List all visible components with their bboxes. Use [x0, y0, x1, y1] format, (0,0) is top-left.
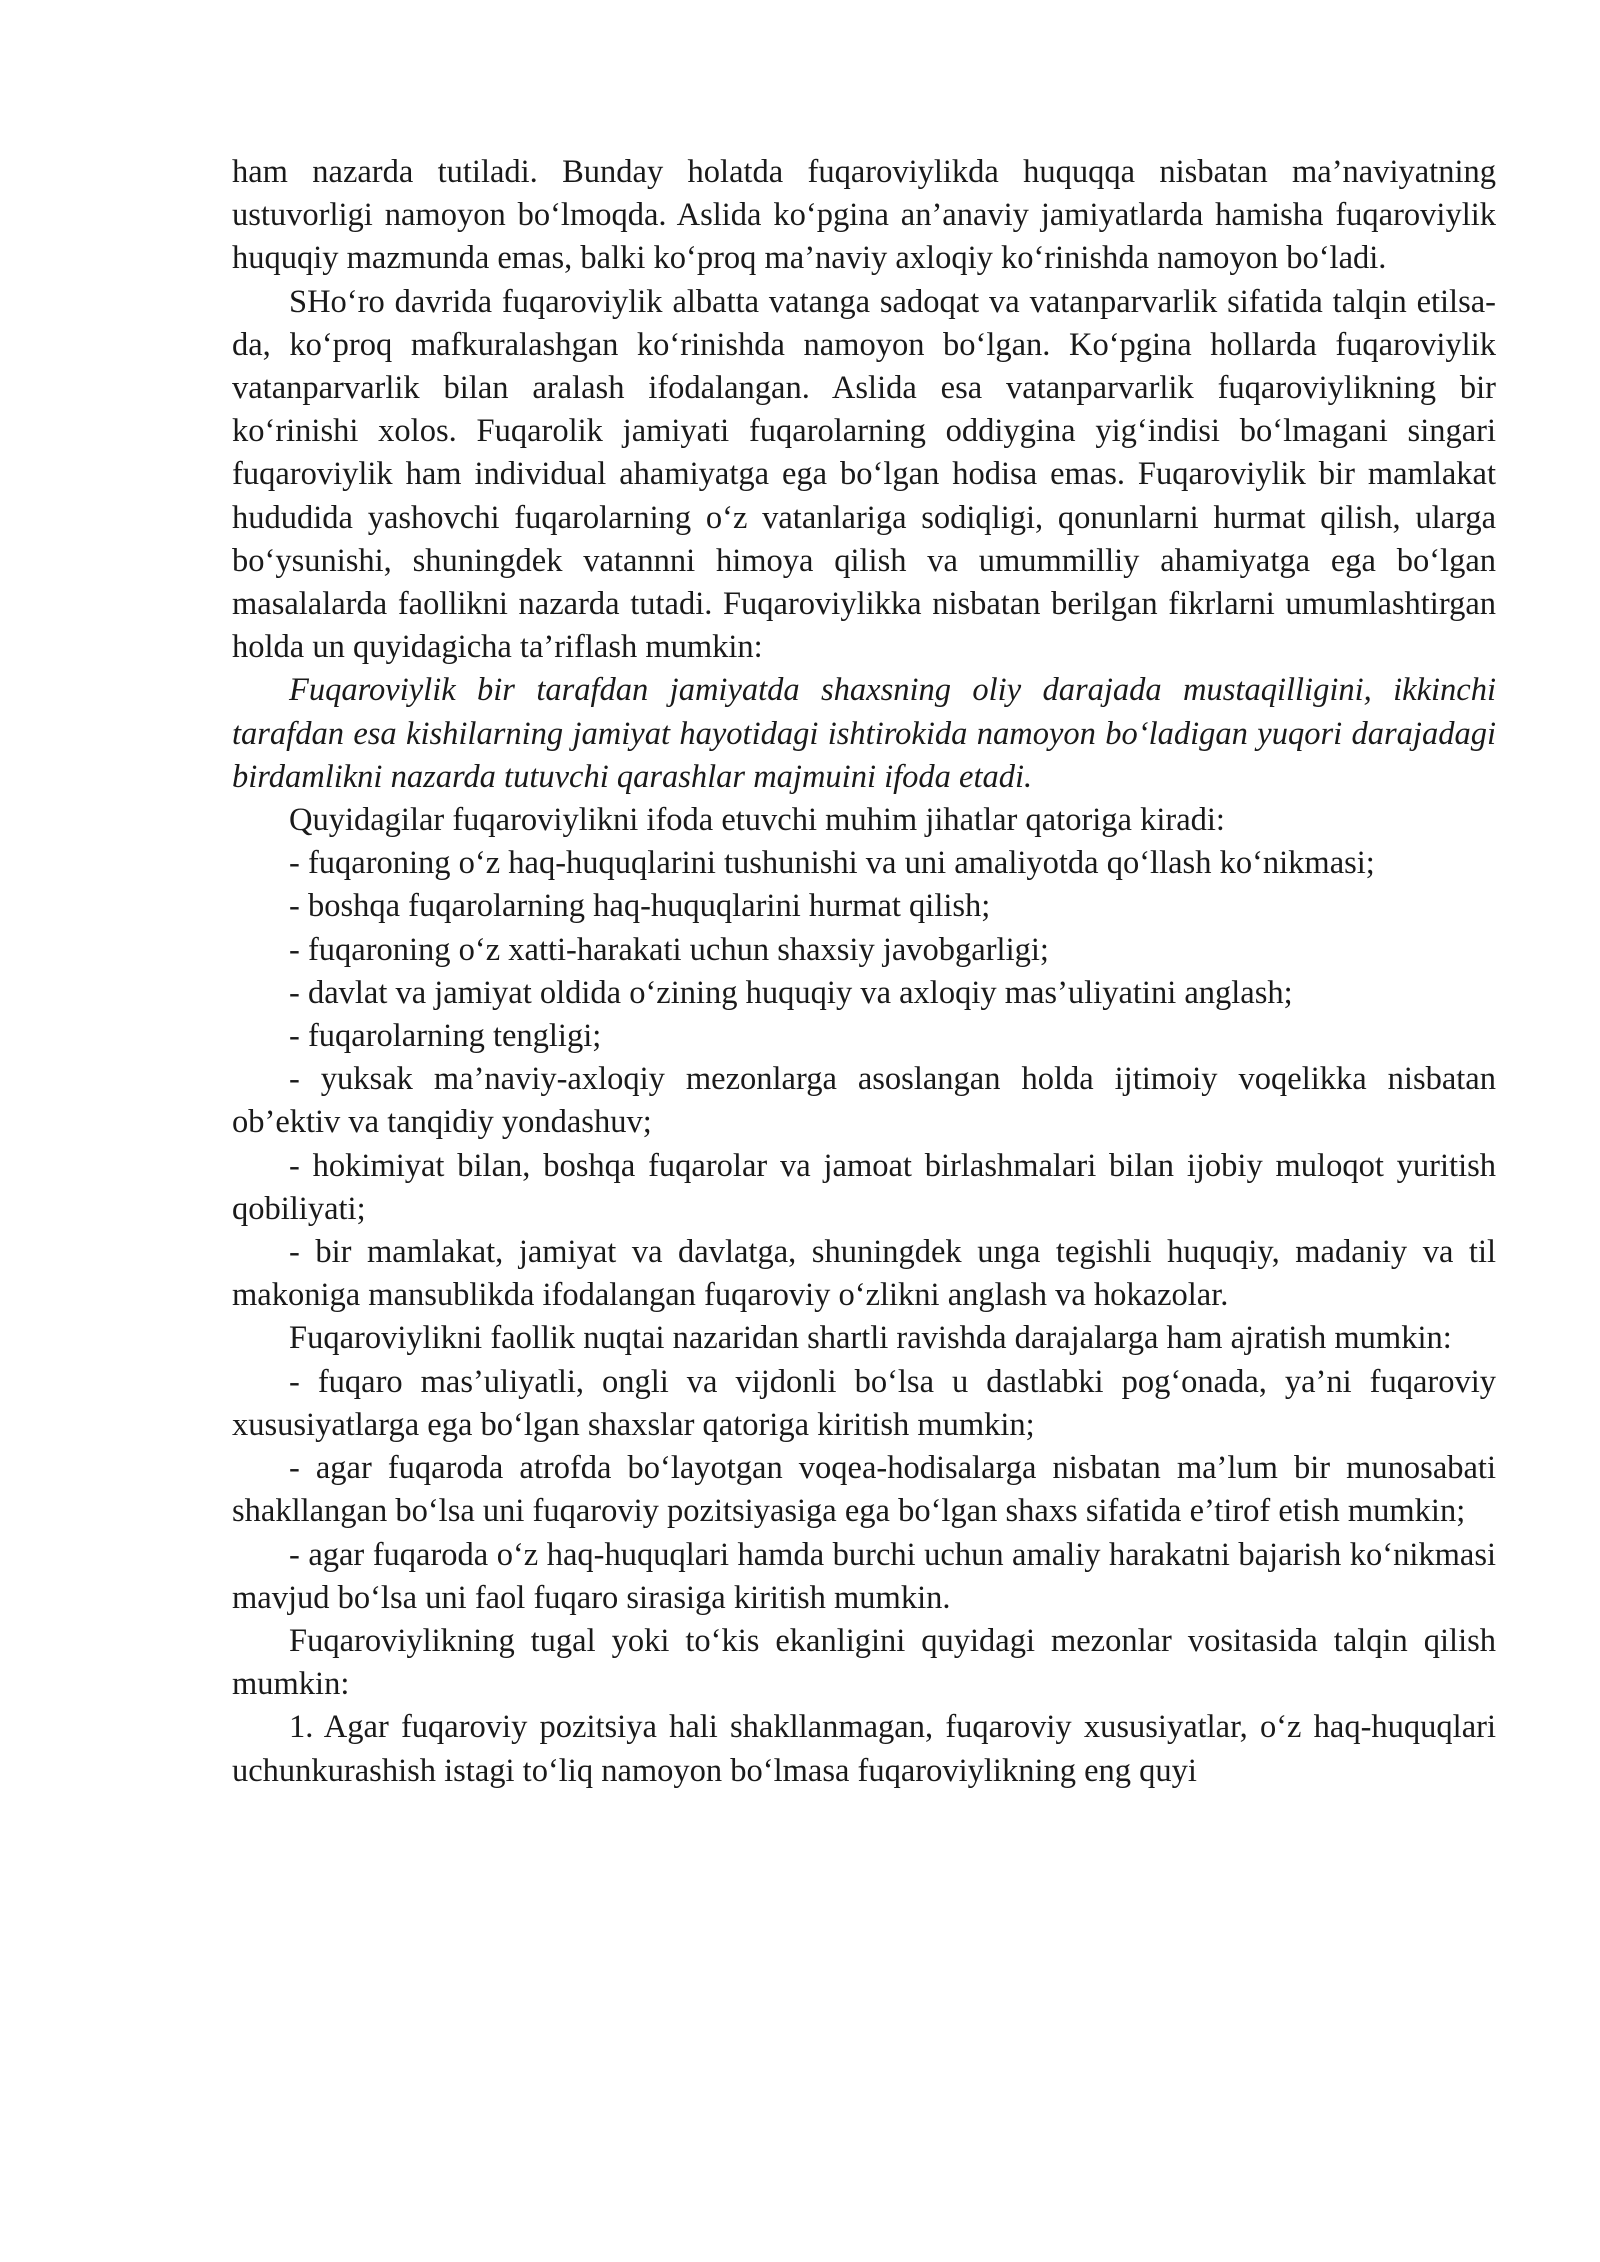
list-item-aspect: - fuqaroning o‘z haq-huquqlarini tushunishi va uni amaliyotda qo‘llash ko‘nikmasi;: [289, 845, 1375, 882]
paragraph-criteria-intro: Fuqaroviylikning tugal yoki to‘kis ekanligini quyidagi mezonlar vositasida talqin qilish mumkin:: [232, 1622, 1496, 1703]
list-item-level: - agar fuqaroda o‘z haq-huquqlari hamda burchi uchun amaliy harakatni bajarish ko‘nikmasi mavjud bo‘lsa uni faol fuqaro sirasiga kiritish mumkin.: [232, 1536, 1496, 1616]
list-item-aspect: - fuqaroning o‘z xatti-harakati uchun shaxsiy javobgarligi;: [289, 931, 1049, 968]
list-item-aspect: - fuqarolarning tengligi;: [289, 1018, 602, 1055]
list-item-aspect: - davlat va jamiyat oldida o‘zining huquqiy va axloqiy mas’uliyatini anglash;: [289, 974, 1293, 1011]
paragraph-continuation: ham nazarda tutiladi. Bunday holatda fuqaroviylikda huquqqa nisbatan ma’naviyatning ustuvorligi namoyon bo‘lmoqda. Aslida ko‘pgina an’anaviy jamiyatlarda hamisha fuqaroviylik huquqiy mazmunda emas, balki ko‘proq ma’naviy axloqiy ko‘rinishda namoyon bo‘ladi.: [232, 154, 1496, 277]
paragraph-criterion-1: 1. Agar fuqaroviy pozitsiya hali shakllanmagan, fuqaroviy xususiyatlar, o‘z haq-huquqlari uchunkurashish istagi to‘liq namoyon bo‘lmasa fuqaroviylikning eng quyi: [232, 1709, 1496, 1789]
paragraph-levels-intro: Fuqaroviylikni faollik nuqtai nazaridan shartli ravishda darajalarga ham ajratish mumkin:: [289, 1320, 1452, 1357]
paragraph-definition: Fuqaroviylik bir tarafdan jamiyatda shaxsning oliy darajada mustaqilligini, ikkinchi tarafdan esa kishilarning jamiyat hayotidagi ishtirokida namoyon bo‘ladigan yuqori darajadagi birdamlikni nazarda tutuvchi qarashlar majmuini ifoda etadi.: [232, 672, 1496, 795]
list-item-aspect: - bir mamlakat, jamiyat va davlatga, shuningdek unga tegishli huquqiy, madaniy va til makoniga mansublikda ifodalangan fuqaroviy o‘zlikni anglash va hokazolar.: [232, 1234, 1496, 1314]
paragraph-aspects-intro: Quyidagilar fuqaroviylikni ifoda etuvchi muhim jihatlar qatoriga kiradi:: [289, 802, 1225, 839]
list-item-aspect: - boshqa fuqarolarning haq-huquqlarini hurmat qilish;: [289, 888, 991, 925]
list-item-level: - fuqaro mas’uliyatli, ongli va vijdonli bo‘lsa u dastlabki pog‘onada, ya’ni fuqaroviy xususiyatlarga ega bo‘lgan shaxslar qatoriga kiritish mumkin;: [232, 1363, 1496, 1443]
paragraph-soviet-era: SHo‘ro davrida fuqaroviylik albatta vatanga sadoqat va vatanparvarlik sifatida talqin etilsa-da, ko‘proq mafkuralashgan ko‘rinishda namoyon bo‘lgan. Ko‘pgina hollarda fuqaroviylik vatanparvarlik bilan aralash ifodalangan. Aslida esa vatanparvarlik fuqaroviylikning bir ko‘rinishi xolos. Fuqarolik jamiyati fuqarolarning oddiygina yig‘indisi bo‘lmagani singari fuqaroviylik ham individual ahamiyatga ega bo‘lgan hodisa emas. Fuqaroviylik bir mamlakat hududida yashovchi fuqarolarning o‘z vatanlariga sodiqligi, qonunlarni hurmat qilish, ularga bo‘ysunishi, shuningdek vatannni himoya qilish va umummilliy ahamiyatga ega bo‘lgan masalalarda faollikni nazarda tutadi. Fuqaroviylikka nisbatan berilgan fikrlarni umumlashtirgan holda un quyidagicha ta’riflash mumkin:: [232, 283, 1496, 666]
list-item-aspect: - yuksak ma’naviy-axloqiy mezonlarga asoslangan holda ijtimoiy voqelikka nisbatan ob’ektiv va tanqidiy yondashuv;: [232, 1061, 1496, 1141]
list-item-level: - agar fuqaroda atrofda bo‘layotgan voqea-hodisalarga nisbatan ma’lum bir munosabati shakllangan bo‘lsa uni fuqaroviy pozitsiyasiga ega bo‘lgan shaxs sifatida e’tirof etish mumkin;: [232, 1450, 1496, 1530]
document-page: [232, 151, 1496, 1793]
list-item-aspect: - hokimiyat bilan, boshqa fuqarolar va jamoat birlashmalari bilan ijobiy muloqot yuritish qobiliyati;: [232, 1147, 1496, 1227]
